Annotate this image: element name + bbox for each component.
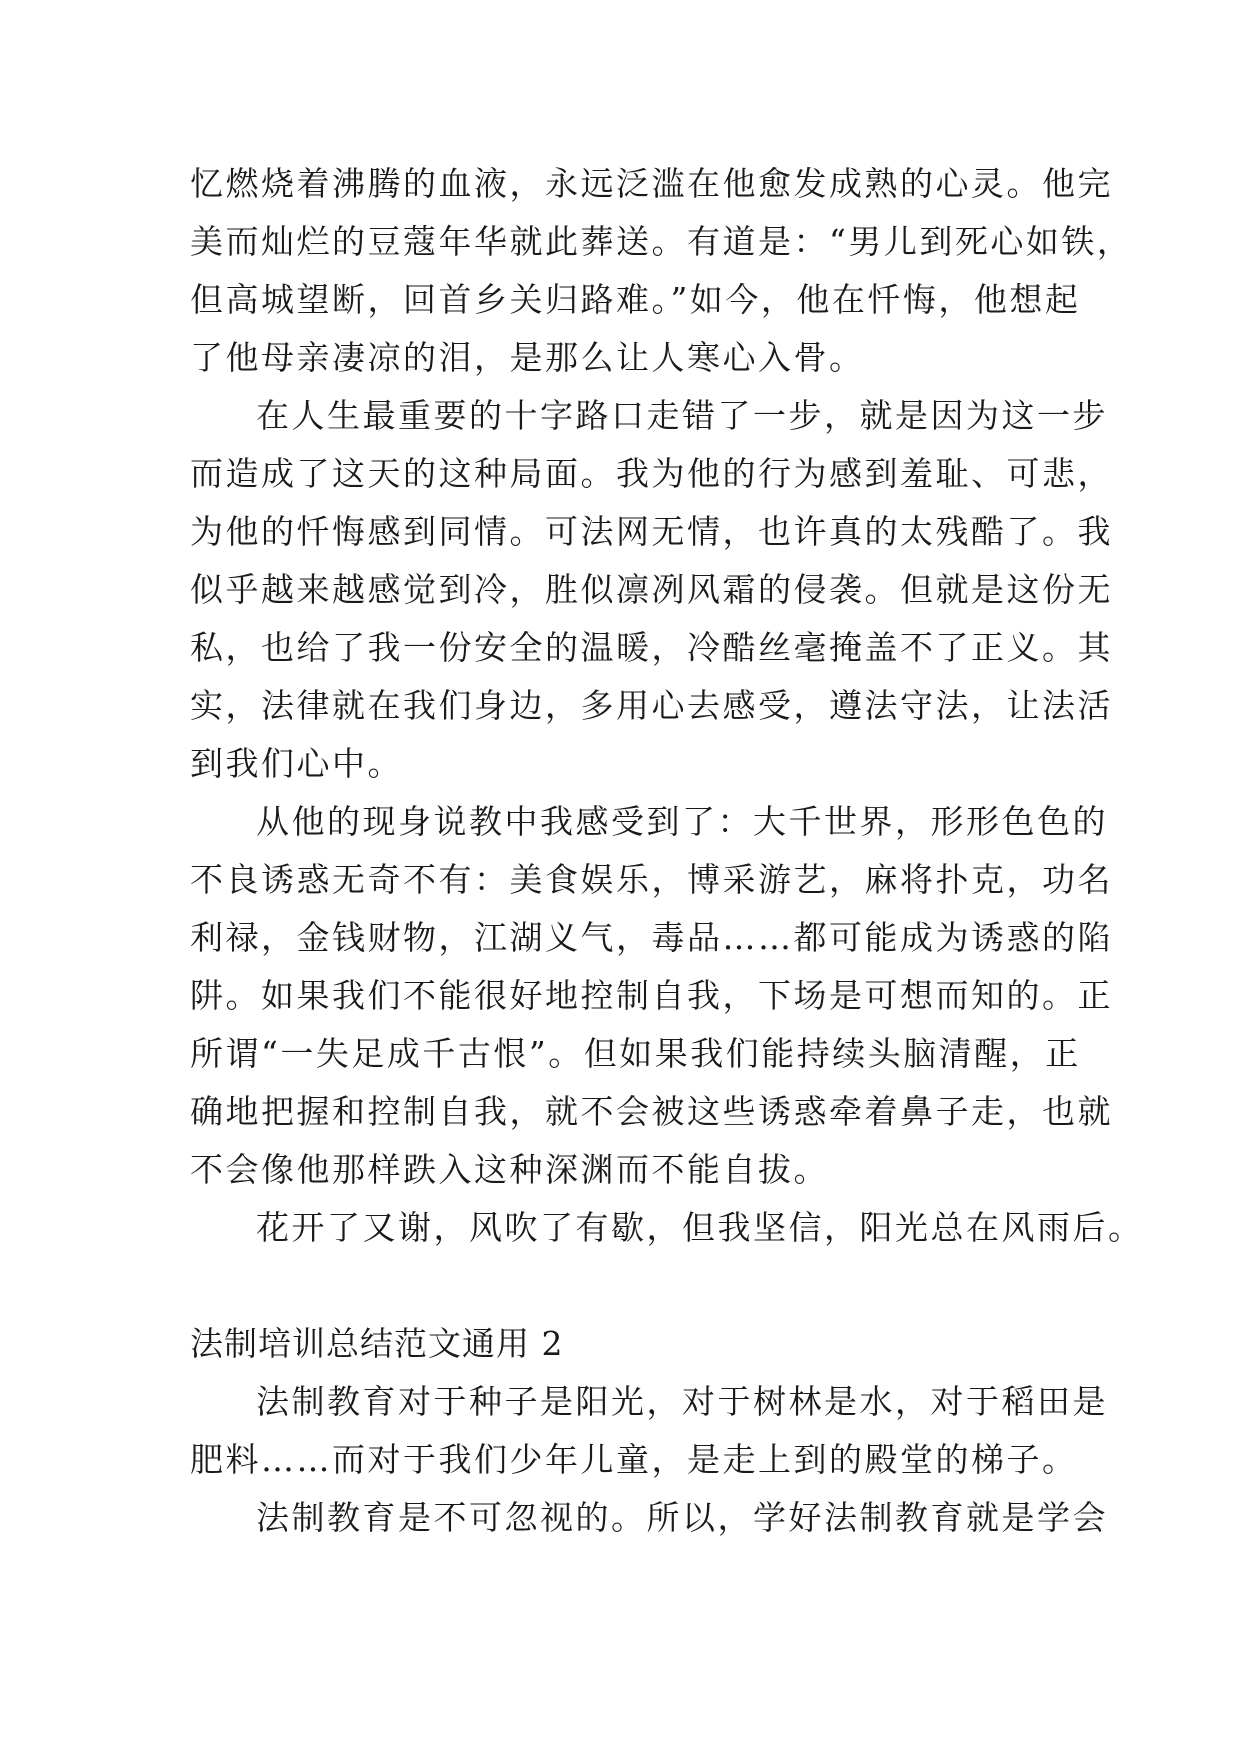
- paragraph-1: [190, 155, 1133, 387]
- text-line: 美而灿烂的豆蔻年华就此葬送。有道是：“男儿到死心如铁，: [190, 222, 1133, 261]
- text-line: 所谓“一失足成千古恨”。但如果我们能持续头脑清醒，正: [190, 1034, 1081, 1073]
- text-line: 阱。如果我们不能很好地控制自我，下场是可想而知的。正: [190, 976, 1113, 1015]
- text-line: 不良诱惑无奇不有：美食娱乐，博采游艺，麻将扑克，功名: [190, 860, 1113, 899]
- text-line: 实，法律就在我们身边，多用心去感受，遵法守法，让法活: [190, 686, 1113, 725]
- text-line: 似乎越来越感觉到冷，胜似凛冽风霜的侵袭。但就是这份无: [190, 570, 1113, 609]
- text-line: 法制教育对于种子是阳光，对于树林是水，对于稻田是: [256, 1382, 1108, 1421]
- text-line: 利禄，金钱财物，江湖义气，毒品……都可能成为诱惑的陷: [190, 918, 1113, 957]
- text-line: 但高城望断，回首乡关归路难。”如今，他在忏悔，他想起: [190, 280, 1081, 319]
- text-line: 从他的现身说教中我感受到了：大千世界，形形色色的: [256, 802, 1108, 841]
- text-line: 到我们心中。: [190, 744, 403, 783]
- text-line: 肥料……而对于我们少年儿童，是走上到的殿堂的梯子。: [190, 1440, 1078, 1479]
- section-paragraph-2: [190, 1489, 1108, 1547]
- section-title: 法制培训总结范文通用 2: [190, 1324, 564, 1363]
- text-line: 而造成了这天的这种局面。我为他的行为感到羞耻、可悲，: [190, 454, 1113, 493]
- text-line: 不会像他那样跌入这种深渊而不能自拔。: [190, 1150, 829, 1189]
- section-paragraph-1: [190, 1373, 1108, 1489]
- text-line: 在人生最重要的十字路口走错了一步，就是因为这一步: [256, 396, 1108, 435]
- paragraph-2: [190, 387, 1113, 793]
- text-line: 确地把握和控制自我，就不会被这些诱惑牵着鼻子走，也就: [190, 1092, 1113, 1131]
- text-line: 私，也给了我一份安全的温暖，冷酷丝毫掩盖不了正义。其: [190, 628, 1113, 667]
- text-line: 为他的忏悔感到同情。可法网无情，也许真的太残酷了。我: [190, 512, 1113, 551]
- text-line: 法制教育是不可忽视的。所以，学好法制教育就是学会: [256, 1498, 1108, 1537]
- text-line: 了他母亲凄凉的泪，是那么让人寒心入骨。: [190, 338, 865, 377]
- document-body: [190, 155, 1144, 1547]
- text-line: 花开了又谢，风吹了有歇，但我坚信，阳光总在风雨后。: [256, 1208, 1144, 1247]
- paragraph-4: [190, 1199, 1144, 1257]
- paragraph-3: [190, 793, 1113, 1199]
- text-line: 忆燃烧着沸腾的血液，永远泛滥在他愈发成熟的心灵。他完: [190, 164, 1113, 203]
